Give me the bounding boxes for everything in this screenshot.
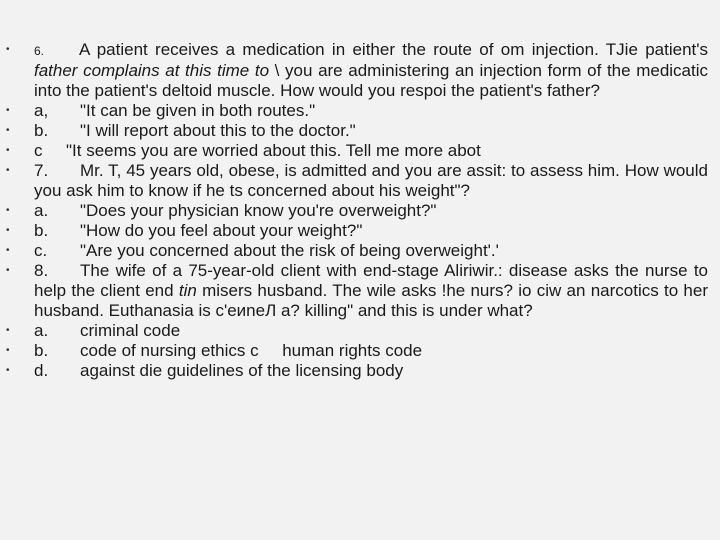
option-marker: a. <box>34 321 49 340</box>
option-marker: b. <box>34 341 49 360</box>
option-7a <box>6 201 708 221</box>
option-6a <box>6 101 708 121</box>
bullet-icon: • <box>6 105 10 116</box>
question-text-italic: father complains at this time to <box>34 61 270 80</box>
bullet-icon: • <box>6 44 10 55</box>
option-text: criminal code <box>80 321 181 340</box>
option-marker: a, <box>34 101 49 120</box>
question-6 <box>6 40 709 101</box>
option-6b <box>6 121 708 141</box>
bullet-icon: • <box>6 365 10 376</box>
option-8b <box>6 341 708 361</box>
question-text: A patient receives a medication in either the route of om injection. TJie patient's <box>79 40 708 59</box>
question-number: 8. <box>34 261 49 280</box>
option-text: "It can be given in both routes." <box>80 101 316 120</box>
option-text: "Does your physician know you're overweight?" <box>80 201 437 220</box>
bullet-list <box>6 40 709 381</box>
option-text: against die guidelines of the licensing body <box>80 361 404 380</box>
bullet-icon: • <box>6 265 10 276</box>
question-number: 7. <box>34 161 49 180</box>
option-text: "I will report about this to the doctor." <box>80 121 356 140</box>
bullet-icon: • <box>6 225 10 236</box>
option-text: "It seems you are worried about this. Tell me more abot <box>66 141 481 160</box>
bullet-icon: • <box>6 205 10 216</box>
option-marker: d. <box>34 361 49 380</box>
option-7b <box>6 221 708 241</box>
option-text: "How do you feel about your weight?" <box>80 221 363 240</box>
option-marker: b. <box>34 121 49 140</box>
question-text: Mr. T, 45 years old, obese, is admitted and you are assit: to assess him. How would you ask him to know if he ts concerned about his weight"? <box>34 161 708 200</box>
question-number: 6. <box>34 44 45 58</box>
option-text: "Are you concerned about the risk of being overweight'.' <box>80 241 499 260</box>
question-7 <box>6 161 708 201</box>
option-marker: c. <box>34 241 48 260</box>
question-text-italic: tin <box>178 281 197 300</box>
question-text-cont: misers husband. The wile asks !he nurs? io ciw an narcotics to her husband. Euthanasia is c'еиnеЛ а? killing" and this is under what? <box>34 281 709 320</box>
bullet-icon: • <box>6 325 10 336</box>
bullet-icon: • <box>6 125 10 136</box>
question-8 <box>6 261 709 321</box>
bullet-icon: • <box>6 245 10 256</box>
option-marker: b. <box>34 221 49 240</box>
bullet-icon: • <box>6 345 10 356</box>
question-text-cont: \ you are administering an injection form of the medicatic into the patient's deltoid muscle. How would you respoi the patient's father? <box>34 61 709 100</box>
option-text: code of nursing ethics c human rights code <box>80 341 423 360</box>
bullet-icon: • <box>6 165 10 176</box>
option-marker: a. <box>34 201 49 220</box>
option-marker: c <box>34 141 43 160</box>
bullet-icon: • <box>6 145 10 156</box>
option-8d <box>6 361 708 381</box>
option-8a <box>6 321 708 341</box>
option-7c <box>6 241 708 261</box>
option-6c <box>6 141 708 161</box>
question-text: The wife of a 75-year-old client with end-stage Aliriwir.: disease asks the nurse to help the client end <box>34 261 708 300</box>
